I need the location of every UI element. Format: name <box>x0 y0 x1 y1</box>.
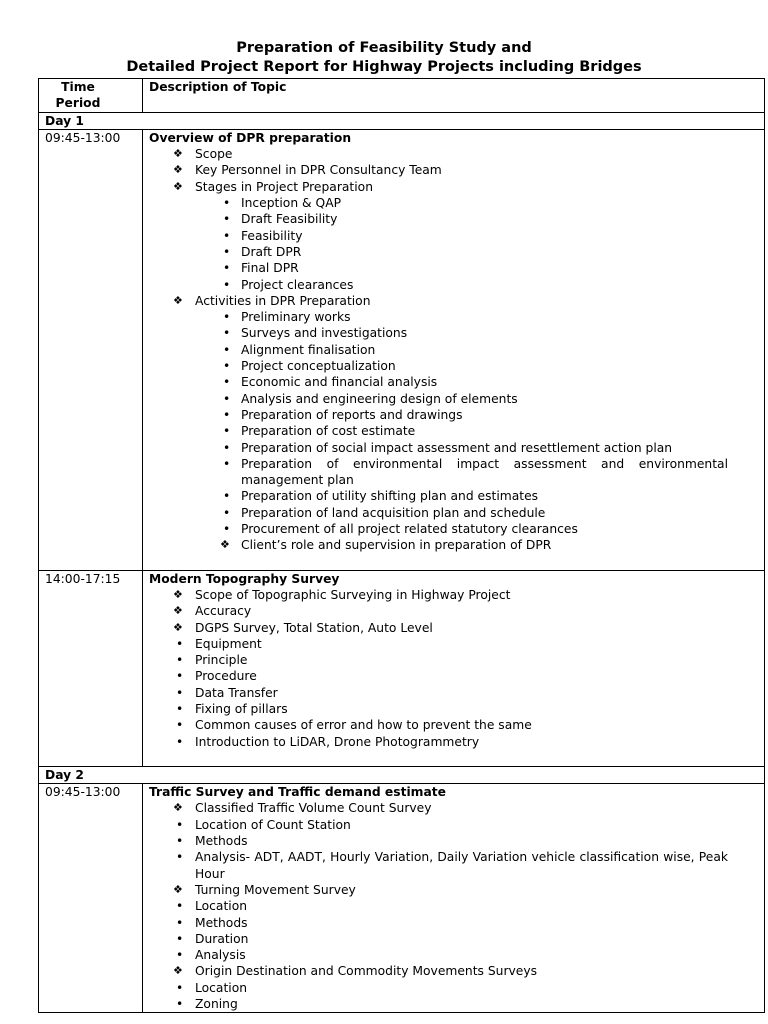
list-item: ❖ Scope <box>149 146 728 162</box>
list-item: • Economic and financial analysis <box>149 374 728 390</box>
list-item: • Duration <box>149 931 728 947</box>
day-row <box>39 112 765 129</box>
day-label: Day 1 <box>39 112 765 129</box>
list-item: ❖ DGPS Survey, Total Station, Auto Level <box>149 620 728 636</box>
list-item: ❖ Activities in DPR Preparation <box>149 293 728 309</box>
list-item: • Project conceptualization <box>149 358 728 374</box>
day-row <box>39 766 765 783</box>
list-item: • Data Transfer <box>149 685 728 701</box>
list-item: • Principle <box>149 652 728 668</box>
list-item: • Procedure <box>149 668 728 684</box>
list-item: • Preparation of reports and drawings <box>149 407 728 423</box>
session-topic: Modern Topography Survey <box>149 571 340 586</box>
table-header-row <box>39 79 765 113</box>
list-item: • Draft Feasibility <box>149 211 728 227</box>
list-item: • Preparation of environmental impact assessment and environmental management plan <box>149 456 728 489</box>
session-time: 14:00-17:15 <box>39 570 143 766</box>
header-description: Description of Topic <box>143 79 765 113</box>
list-item: • Analysis and engineering design of elements <box>149 391 728 407</box>
list-item: • Preparation of land acquisition plan and schedule <box>149 505 728 521</box>
list-item: ❖ Stages in Project Preparation <box>149 179 728 195</box>
list-item: • Inception & QAP <box>149 195 728 211</box>
list-item: • Surveys and investigations <box>149 325 728 341</box>
list-item: • Final DPR <box>149 260 728 276</box>
schedule-table <box>38 78 765 1013</box>
list-item: • Draft DPR <box>149 244 728 260</box>
session-row <box>39 129 765 570</box>
list-item: ❖ Key Personnel in DPR Consultancy Team <box>149 162 728 178</box>
list-item: ❖ Client’s role and supervision in preparation of DPR <box>149 537 728 553</box>
session-time: 09:45-13:00 <box>39 784 143 1013</box>
list-item: • Project clearances <box>149 277 728 293</box>
list-item: • Fixing of pillars <box>149 701 728 717</box>
session-time: 09:45-13:00 <box>39 129 143 570</box>
day-label: Day 2 <box>39 766 765 783</box>
list-item: • Location <box>149 898 728 914</box>
session-description <box>143 784 765 1013</box>
document-title-line-2: Detailed Project Report for Highway Projects including Bridges <box>126 59 642 75</box>
list-item: • Common causes of error and how to prevent the same <box>149 717 728 733</box>
list-item: • Zoning <box>149 996 728 1012</box>
list-item: • Alignment finalisation <box>149 342 728 358</box>
list-item: • Feasibility <box>149 228 728 244</box>
list-item: ❖ Classified Traffic Volume Count Survey <box>149 800 728 816</box>
session-description <box>143 129 765 570</box>
list-item: • Location of Count Station <box>149 817 728 833</box>
list-item: ❖ Accuracy <box>149 603 728 619</box>
list-item: • Methods <box>149 915 728 931</box>
session-topic: Traffic Survey and Traffic demand estimate <box>149 785 447 800</box>
list-item: • Procurement of all project related statutory clearances <box>149 521 728 537</box>
list-item: • Equipment <box>149 636 728 652</box>
list-item: • Analysis <box>149 947 728 963</box>
list-item: • Methods <box>149 833 728 849</box>
session-row <box>39 784 765 1013</box>
list-item: • Preparation of cost estimate <box>149 423 728 439</box>
list-item: • Location <box>149 980 728 996</box>
list-item: • Preparation of social impact assessment and resettlement action plan <box>149 440 728 456</box>
list-item: • Analysis- ADT, AADT, Hourly Variation, Daily Variation vehicle classification wise, Peak Hour <box>149 849 728 882</box>
list-item: • Preparation of utility shifting plan and estimates <box>149 488 728 504</box>
session-topic: Overview of DPR preparation <box>149 130 352 145</box>
session-description <box>143 570 765 766</box>
document-title-line-1: Preparation of Feasibility Study and <box>236 40 532 56</box>
session-row <box>39 570 765 766</box>
list-item: ❖ Scope of Topographic Surveying in Highway Project <box>149 587 728 603</box>
list-item: ❖ Origin Destination and Commodity Movements Surveys <box>149 963 728 979</box>
list-item: • Preliminary works <box>149 309 728 325</box>
list-item: • Introduction to LiDAR, Drone Photogrammetry <box>149 734 728 750</box>
header-time-period: Time Period <box>39 79 143 113</box>
list-item: ❖ Turning Movement Survey <box>149 882 728 898</box>
